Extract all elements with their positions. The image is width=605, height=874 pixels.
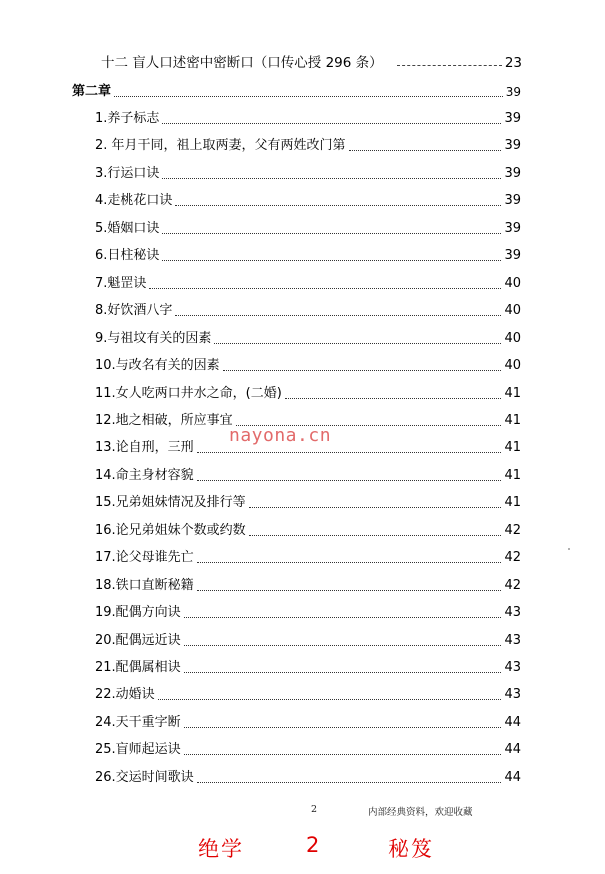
toc-entry-page: 41 <box>504 440 521 456</box>
toc-leader <box>197 590 502 591</box>
toc-entry-page: 41 <box>504 385 521 401</box>
toc-leader <box>214 343 501 344</box>
scan-speck <box>568 548 570 550</box>
toc-leader <box>184 617 502 618</box>
toc-entry-page: 42 <box>504 550 521 566</box>
toc-entry-page: 44 <box>504 769 521 785</box>
toc-entry-page: 39 <box>504 193 521 209</box>
toc-entry-page: 40 <box>504 303 521 319</box>
toc-leader <box>114 96 503 97</box>
toc-entry[interactable] <box>95 221 521 237</box>
toc-entry-title: 2. 年月干同，祖上取两妻，父有两姓改门第 <box>95 138 346 154</box>
toc-leader <box>184 727 502 728</box>
toc-entry-title: 10.与改名有关的因素 <box>95 358 220 374</box>
toc-leader <box>197 480 502 481</box>
toc-entry-page: 43 <box>504 605 521 621</box>
toc-leader <box>397 65 502 66</box>
toc-entry-page: 43 <box>504 660 521 675</box>
footer-right-title: 秘笈 <box>388 837 434 861</box>
toc-entry-title: 19.配偶方向诀 <box>95 605 181 621</box>
toc-entry[interactable] <box>95 111 521 127</box>
toc-entry-title: 4.走桃花口诀 <box>95 193 173 209</box>
toc-leader <box>249 507 502 508</box>
toc-entry[interactable] <box>95 193 521 209</box>
toc-entry[interactable] <box>95 605 521 621</box>
toc-header-line <box>101 55 522 71</box>
toc-leader <box>197 562 502 563</box>
toc-entry-page: 41 <box>504 412 521 428</box>
toc-leader <box>158 699 502 700</box>
toc-entry[interactable] <box>95 358 521 374</box>
toc-leader <box>249 535 502 536</box>
toc-entry-page: 41 <box>504 467 521 483</box>
toc-entry-page: 43 <box>504 687 521 703</box>
toc-leader <box>197 782 502 783</box>
toc-entry-title: 16.论兄弟姐妹个数或约数 <box>95 522 246 538</box>
toc-entry[interactable] <box>95 495 521 511</box>
toc-entry[interactable] <box>95 523 521 539</box>
toc-entry-title: 22.动婚诀 <box>95 687 155 703</box>
toc-entry[interactable] <box>95 276 521 292</box>
toc-entry-page: 39 <box>504 111 521 126</box>
toc-entry-title: 26.交运时间歌诀 <box>95 769 194 785</box>
toc-entry[interactable] <box>95 687 521 703</box>
toc-entry-page: 41 <box>504 495 521 511</box>
toc-entry[interactable] <box>95 303 521 319</box>
toc-entry[interactable] <box>95 633 521 649</box>
toc-leader <box>184 672 502 673</box>
toc-entry-page: 40 <box>504 358 521 374</box>
toc-entry-title: 24.天干重字断 <box>95 714 181 730</box>
toc-entry-title: 20.配偶远近诀 <box>95 632 181 648</box>
toc-entry-page: 44 <box>504 714 521 730</box>
toc-entry-page: 42 <box>504 577 521 593</box>
toc-entry-title: 8.好饮酒八字 <box>95 303 173 319</box>
toc-entry[interactable] <box>95 550 521 566</box>
watermark: nayona.cn <box>229 425 332 446</box>
toc-entry-title: 21.配偶属相诀 <box>95 660 181 675</box>
toc-header-title: 十二 盲人口述密中密断口（口传心授 296 条） <box>101 55 383 71</box>
toc-entry-title: 9.与祖坟有关的因素 <box>95 330 212 346</box>
toc-leader <box>162 260 501 261</box>
toc-leader <box>223 370 502 371</box>
toc-entry[interactable] <box>95 331 521 347</box>
toc-leader <box>162 178 501 179</box>
toc-entry-title: 5.婚姻口诀 <box>95 220 160 236</box>
toc-entry-title: 14.命主身材容貌 <box>95 467 194 483</box>
toc-entry[interactable] <box>95 386 521 402</box>
toc-entry-page: 39 <box>504 165 521 181</box>
toc-leader <box>175 205 501 206</box>
toc-entry-title: 17.论父母谁先亡 <box>95 550 194 566</box>
toc-leader <box>149 288 501 289</box>
toc-leader <box>184 645 502 646</box>
toc-entry-page: 39 <box>504 138 521 154</box>
toc-leader <box>162 233 501 234</box>
chapter-title: 第二章 <box>72 84 112 99</box>
toc-leader <box>285 398 502 399</box>
toc-entry-page: 39 <box>504 220 521 236</box>
toc-entry-page: 39 <box>504 248 521 264</box>
toc-leader <box>184 754 502 755</box>
toc-entry-page: 42 <box>504 522 521 538</box>
toc-entry-title: 3.行运口诀 <box>95 165 160 181</box>
toc-entry-title: 7.魁罡诀 <box>95 275 147 291</box>
footer-left-title: 绝学 <box>198 837 244 861</box>
toc-entry-page: 44 <box>504 742 521 758</box>
footer-note: 内部经典资料，欢迎收藏 <box>368 807 473 818</box>
toc-leader <box>175 315 501 316</box>
toc-entry-title: 15.兄弟姐妹情况及排行等 <box>95 495 246 511</box>
toc-entry-title: 18.铁口直断秘籍 <box>95 577 194 593</box>
toc-entry-title: 11.女人吃两口井水之命，(二婚) <box>95 385 282 401</box>
toc-entry[interactable] <box>95 715 521 731</box>
toc-entry[interactable] <box>95 468 521 484</box>
toc-leader <box>197 452 502 453</box>
chapter-page: 39 <box>505 85 521 99</box>
toc-leader <box>162 123 501 124</box>
toc-entry-page: 43 <box>504 632 521 648</box>
toc-entry[interactable] <box>95 770 521 786</box>
toc-leader <box>349 150 502 151</box>
toc-entry-title: 25.盲师起运诀 <box>95 742 181 758</box>
toc-entry-title: 13.论自刑，三刑 <box>95 440 194 456</box>
toc-header-page: 23 <box>504 55 522 71</box>
toc-entry-page: 40 <box>504 330 521 346</box>
toc-entry[interactable] <box>95 248 521 264</box>
toc-entry[interactable] <box>95 742 521 758</box>
footer-center-number: 2 <box>306 833 322 857</box>
toc-chapter-heading[interactable] <box>72 84 521 100</box>
toc-entry[interactable] <box>95 138 521 154</box>
toc-entry-title: 12.地之相破，所应事宜 <box>95 412 233 428</box>
toc-entry[interactable] <box>95 660 521 676</box>
toc-entry[interactable] <box>95 166 521 182</box>
page-number: 2 <box>311 804 318 815</box>
toc-entry-page: 40 <box>504 275 521 291</box>
toc-entry[interactable] <box>95 578 521 594</box>
toc-entry-title: 6.日柱秘诀 <box>95 248 160 264</box>
toc-entry-title: 1.养子标志 <box>95 111 160 126</box>
